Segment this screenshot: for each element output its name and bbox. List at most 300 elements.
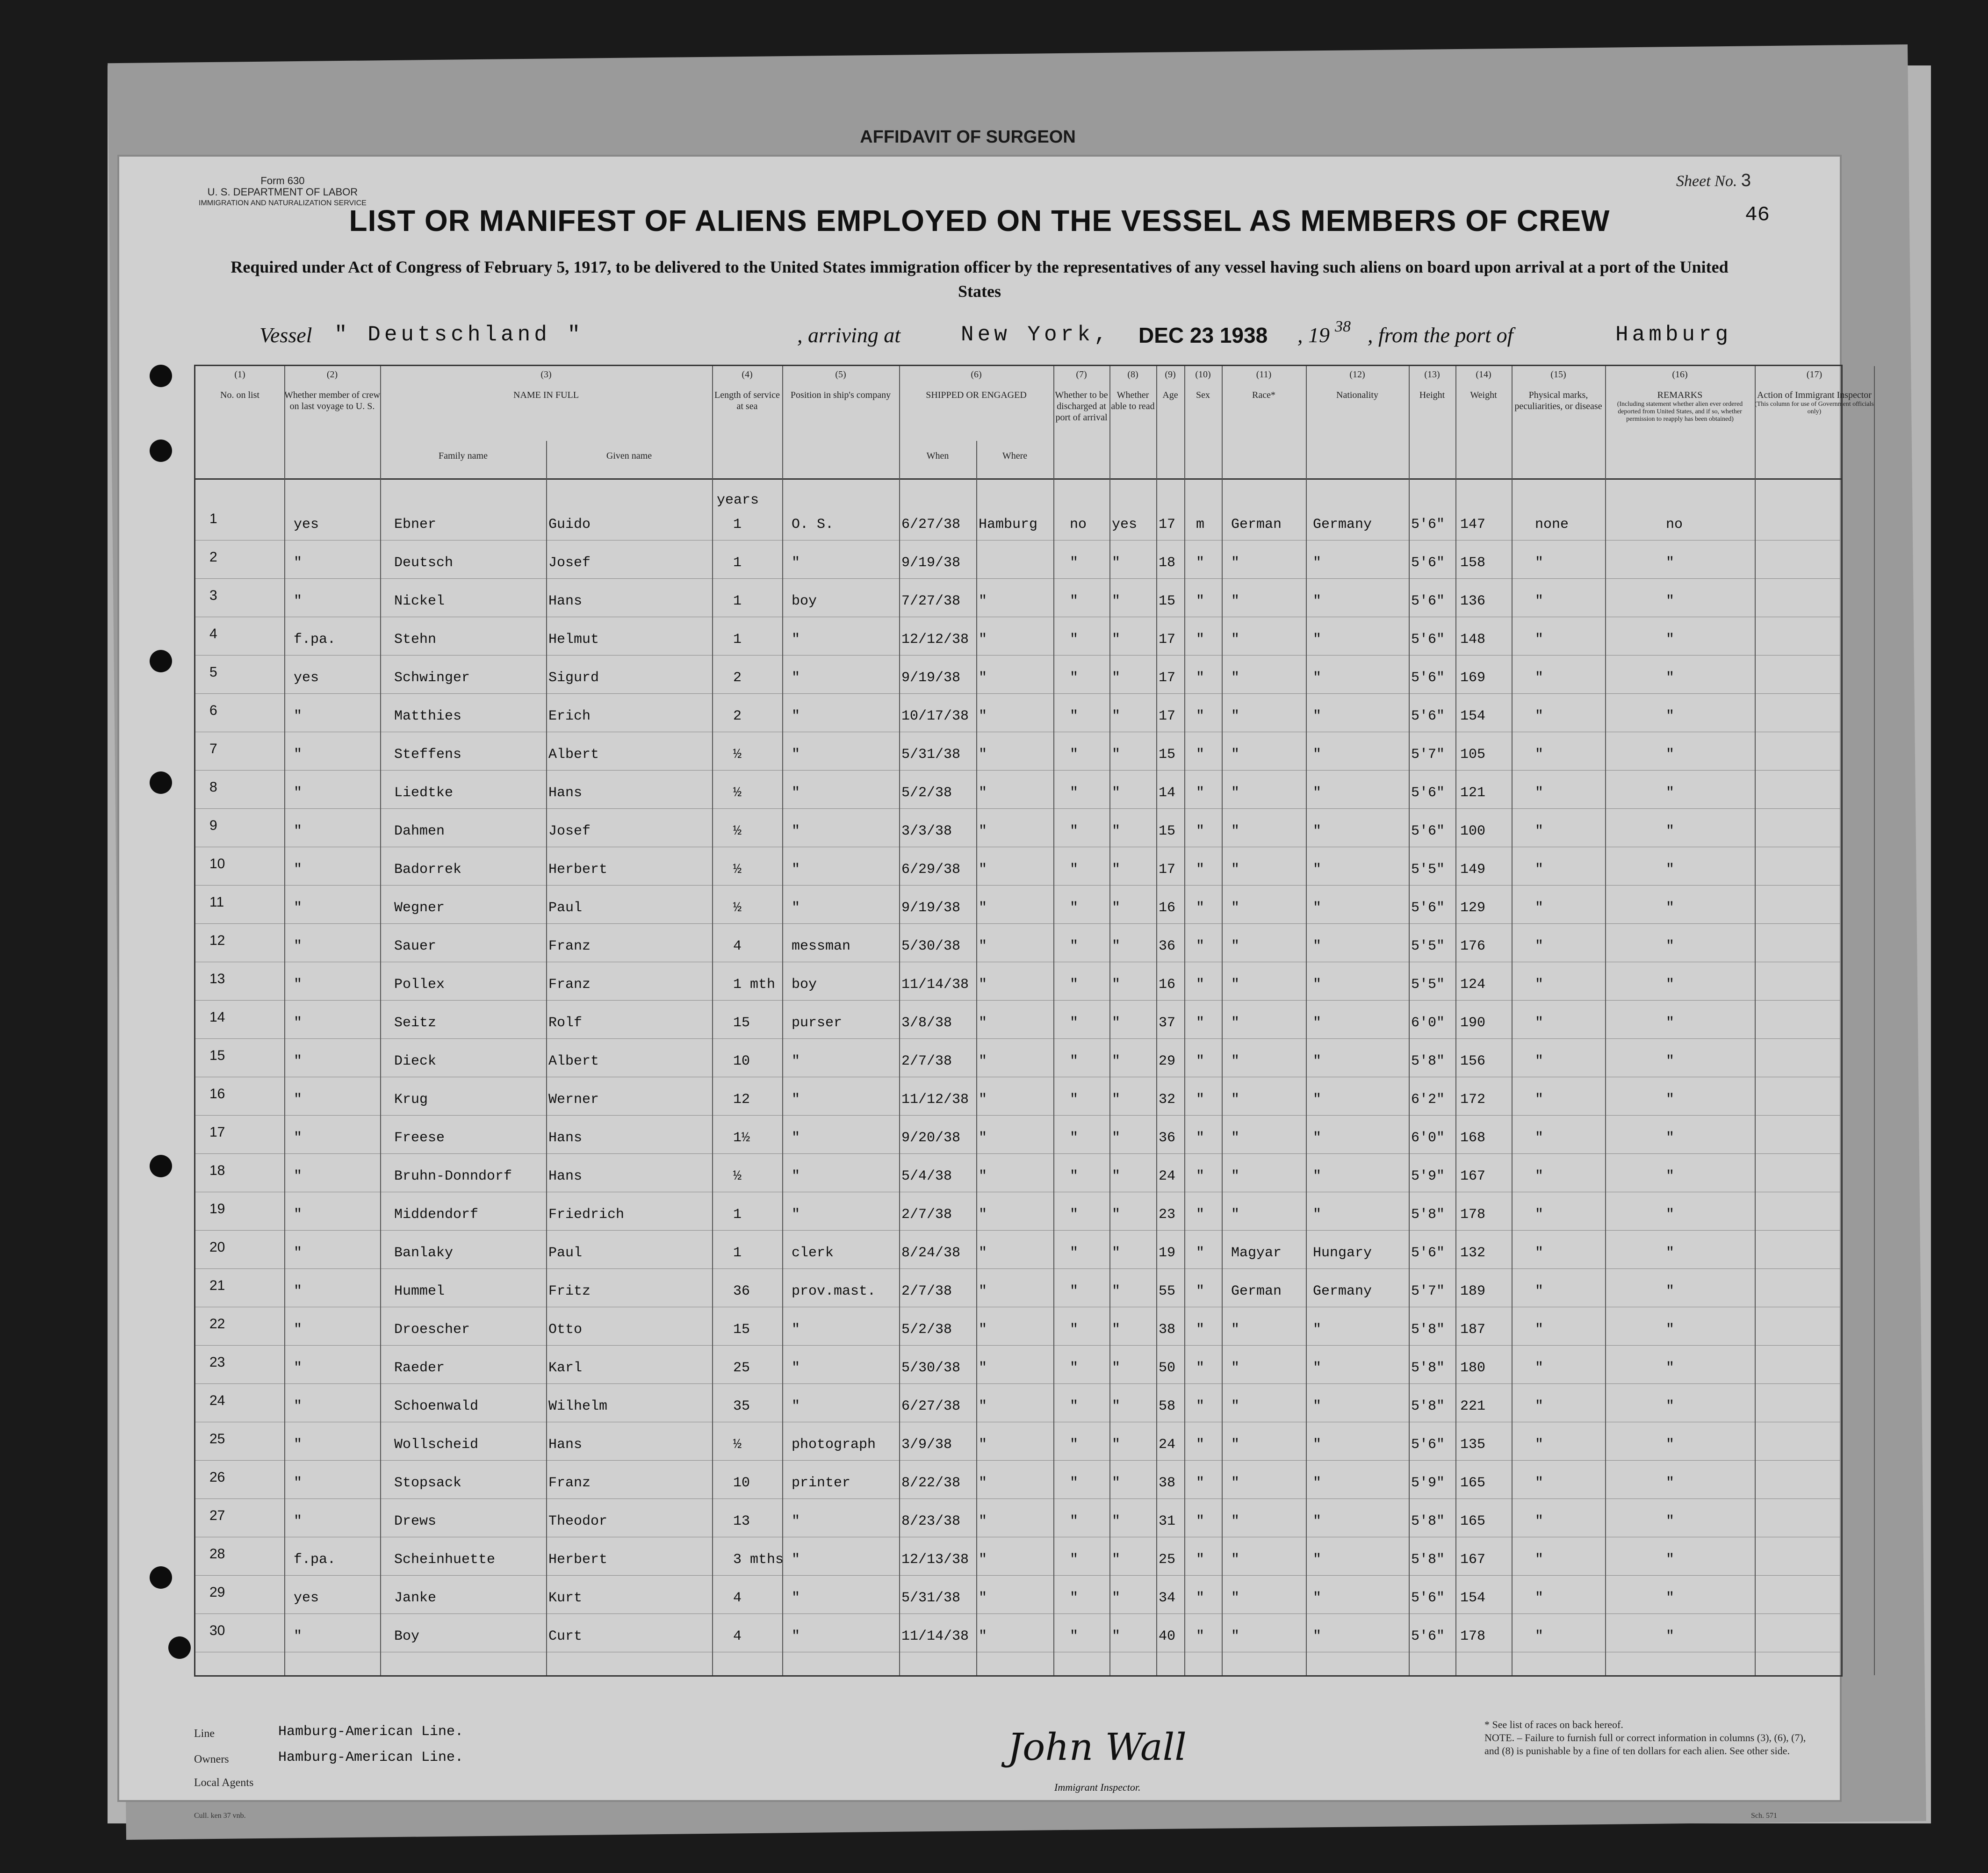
cell-service: 2: [733, 670, 742, 686]
cell-race: ": [1231, 708, 1240, 724]
cell-no: 4: [209, 626, 217, 641]
cell-remarks: ": [1666, 1398, 1675, 1414]
cell-service: 36: [733, 1283, 750, 1299]
cell-remarks: no: [1666, 517, 1683, 533]
sub-column-header: Where: [1002, 451, 1028, 461]
cell-height: 5'8": [1411, 1207, 1445, 1223]
cell-no: 3: [209, 588, 217, 603]
cell-age: 32: [1159, 1092, 1176, 1108]
cell-weight: 169: [1460, 670, 1486, 686]
cell-height: 5'6": [1411, 593, 1445, 609]
cell-sex: ": [1196, 785, 1205, 801]
cell-service: 1: [733, 1207, 742, 1223]
cell-remarks: ": [1666, 1207, 1675, 1223]
cell-discharged: ": [1070, 593, 1079, 609]
cell-discharged: ": [1070, 1513, 1079, 1529]
cell-read: ": [1112, 1053, 1121, 1069]
cell-position: ": [792, 1322, 800, 1338]
cell-height: 6'0": [1411, 1130, 1445, 1146]
cell-sex: ": [1196, 1513, 1205, 1529]
cell-given: Kurt: [548, 1590, 583, 1606]
cell-age: 40: [1159, 1628, 1176, 1644]
cell-discharged: ": [1070, 1398, 1079, 1414]
cell-nationality: ": [1313, 938, 1322, 954]
page-subtitle: Required under Act of Congress of February 5, 1917, to be delivered to the United States immigration officer by the representatives of any vessel having such aliens on board upon arrival at a port of the United States: [230, 258, 1729, 301]
cell-race: ": [1231, 1168, 1240, 1184]
cell-race: ": [1231, 862, 1240, 878]
cell-crew: yes: [294, 517, 319, 533]
arrival-port: New York,: [961, 323, 1111, 347]
cell-no: 5: [209, 664, 217, 680]
cell-family: Janke: [394, 1590, 437, 1606]
cell-remarks: ": [1666, 977, 1675, 993]
cell-crew: ": [294, 1015, 303, 1031]
footnotes: [1484, 1718, 1812, 1758]
cell-discharged: ": [1070, 1475, 1079, 1491]
cell-race: ": [1231, 1398, 1240, 1414]
cell-where: ": [979, 1552, 987, 1568]
cell-family: Bruhn-Donndorf: [394, 1168, 512, 1184]
cell-when: 8/24/38: [901, 1245, 961, 1261]
cell-service: 25: [733, 1360, 750, 1376]
cell-given: Werner: [548, 1092, 599, 1108]
cell-service: ½: [733, 823, 742, 839]
cell-height: 6'0": [1411, 1015, 1445, 1031]
column-divider: [1156, 366, 1185, 1675]
cell-discharged: ": [1070, 1092, 1079, 1108]
cell-age: 38: [1159, 1475, 1176, 1491]
cell-crew: ": [294, 593, 303, 609]
cell-marks: ": [1535, 977, 1544, 993]
cell-service: 10: [733, 1053, 750, 1069]
cell-no: 30: [209, 1623, 225, 1638]
cell-weight: 154: [1460, 708, 1486, 724]
cell-family: Nickel: [394, 593, 445, 609]
cell-remarks: ": [1666, 1360, 1675, 1376]
cell-family: Pollex: [394, 977, 445, 993]
from-port-label: , from the port of: [1368, 323, 1513, 347]
cell-discharged: ": [1070, 747, 1079, 763]
cell-position: ": [792, 670, 800, 686]
race-footnote: * See list of races on back hereof.: [1484, 1719, 1623, 1730]
cell-no: 21: [209, 1278, 225, 1293]
cell-nationality: ": [1313, 708, 1322, 724]
cell-age: 23: [1159, 1207, 1176, 1223]
cell-position: ": [792, 747, 800, 763]
cell-sex: ": [1196, 1398, 1205, 1414]
cell-read: ": [1112, 977, 1121, 993]
cell-remarks: ": [1666, 593, 1675, 609]
cell-race: ": [1231, 670, 1240, 686]
cell-where: ": [979, 1322, 987, 1338]
cell-height: 5'8": [1411, 1513, 1445, 1529]
cell-race: ": [1231, 1015, 1240, 1031]
cell-position: prov.mast.: [792, 1283, 876, 1299]
punch-hole: [150, 1155, 172, 1177]
cell-race: ": [1231, 1322, 1240, 1338]
cell-race: ": [1231, 1053, 1240, 1069]
cell-read: ": [1112, 555, 1121, 571]
cell-crew: f.pa.: [294, 1552, 336, 1568]
column-number: (1): [234, 369, 245, 380]
cell-weight: 165: [1460, 1513, 1486, 1529]
cell-marks: ": [1535, 708, 1544, 724]
cell-when: 5/2/38: [901, 1322, 952, 1338]
cell-family: Wollscheid: [394, 1437, 479, 1453]
cell-family: Liedtke: [394, 785, 454, 801]
cell-weight: 221: [1460, 1398, 1486, 1414]
cell-weight: 180: [1460, 1360, 1486, 1376]
cell-weight: 187: [1460, 1322, 1486, 1338]
cell-discharged: ": [1070, 900, 1079, 916]
cell-age: 36: [1159, 938, 1176, 954]
column-divider: [1109, 366, 1157, 1675]
cell-weight: 156: [1460, 1053, 1486, 1069]
cell-discharged: no: [1070, 517, 1087, 533]
cell-discharged: ": [1070, 1552, 1079, 1568]
cell-weight: 154: [1460, 1590, 1486, 1606]
cell-nationality: ": [1313, 1513, 1322, 1529]
column-number: (9): [1165, 369, 1176, 380]
cell-when: 3/8/38: [901, 1015, 952, 1031]
cell-weight: 158: [1460, 555, 1486, 571]
cell-sex: ": [1196, 1245, 1205, 1261]
cell-height: 5'6": [1411, 785, 1445, 801]
cell-discharged: ": [1070, 632, 1079, 648]
cell-sex: ": [1196, 670, 1205, 686]
cell-race: ": [1231, 632, 1240, 648]
cell-age: 16: [1159, 900, 1176, 916]
cell-position: ": [792, 1130, 800, 1146]
cell-position: messman: [792, 938, 851, 954]
cell-when: 12/13/38: [901, 1552, 969, 1568]
cell-age: 50: [1159, 1360, 1176, 1376]
cell-where: ": [979, 1168, 987, 1184]
cell-read: ": [1112, 1130, 1121, 1146]
cell-position: ": [792, 1168, 800, 1184]
cell-age: 17: [1159, 632, 1176, 648]
cell-given: Herbert: [548, 862, 608, 878]
cell-sex: ": [1196, 1552, 1205, 1568]
cell-given: Paul: [548, 900, 583, 916]
cell-nationality: Hungary: [1313, 1245, 1372, 1261]
cell-read: ": [1112, 1092, 1121, 1108]
cell-crew: ": [294, 1437, 303, 1453]
cell-crew: ": [294, 823, 303, 839]
cell-given: Friedrich: [548, 1207, 625, 1223]
cell-no: 26: [209, 1470, 225, 1485]
cell-where: ": [979, 747, 987, 763]
cell-service: ½: [733, 862, 742, 878]
cell-read: ": [1112, 632, 1121, 648]
schedule-number: Sch. 571: [1751, 1812, 1777, 1820]
cell-marks: ": [1535, 1398, 1544, 1414]
column-label: Action of Immigrant Inspector: [1757, 390, 1872, 400]
column-divider: [1184, 366, 1223, 1675]
cell-when: 5/31/38: [901, 747, 961, 763]
column-number: (3): [540, 369, 552, 380]
column-divider: [1222, 366, 1307, 1675]
cell-no: 18: [209, 1163, 225, 1178]
cell-family: Dieck: [394, 1053, 437, 1069]
cell-crew: ": [294, 1283, 303, 1299]
cell-crew: ": [294, 747, 303, 763]
cell-nationality: ": [1313, 1475, 1322, 1491]
cell-remarks: ": [1666, 1475, 1675, 1491]
cell-family: Ebner: [394, 517, 437, 533]
cell-weight: 178: [1460, 1207, 1486, 1223]
sub-column-header: When: [926, 451, 949, 461]
cell-service: 1: [733, 632, 742, 648]
cell-crew: ": [294, 1513, 303, 1529]
vessel-label: Vessel: [259, 323, 312, 347]
cell-weight: 190: [1460, 1015, 1486, 1031]
cell-height: 5'6": [1411, 708, 1445, 724]
cell-race: ": [1231, 900, 1240, 916]
cell-crew: ": [294, 1168, 303, 1184]
cell-remarks: ": [1666, 747, 1675, 763]
cell-service: 4: [733, 1628, 742, 1644]
cell-marks: ": [1535, 1130, 1544, 1146]
cell-sex: ": [1196, 1207, 1205, 1223]
cell-no: 8: [209, 779, 217, 795]
cell-nationality: ": [1313, 1628, 1322, 1644]
department-label: U. S. DEPARTMENT OF LABOR: [207, 186, 358, 198]
cell-no: 13: [209, 971, 225, 987]
cell-where: ": [979, 1207, 987, 1223]
punch-hole: [150, 771, 172, 794]
cell-no: 12: [209, 933, 225, 948]
cell-weight: 124: [1460, 977, 1486, 993]
cell-marks: ": [1535, 1053, 1544, 1069]
cell-height: 5'8": [1411, 1322, 1445, 1338]
cell-nationality: ": [1313, 632, 1322, 648]
cell-crew: ": [294, 1130, 303, 1146]
cell-where: ": [979, 900, 987, 916]
cell-height: 5'6": [1411, 900, 1445, 916]
cell-position: photograph: [792, 1437, 876, 1453]
cell-weight: 168: [1460, 1130, 1486, 1146]
cell-when: 5/30/38: [901, 1360, 961, 1376]
cell-marks: ": [1535, 1360, 1544, 1376]
cell-sex: ": [1196, 823, 1205, 839]
punch-hole: [150, 365, 172, 387]
column-label: Race*: [1252, 390, 1275, 400]
cell-race: ": [1231, 823, 1240, 839]
cell-age: 34: [1159, 1590, 1176, 1606]
cell-service: 35: [733, 1398, 750, 1414]
cell-family: Stehn: [394, 632, 437, 648]
cell-race: ": [1231, 1513, 1240, 1529]
cell-no: 17: [209, 1124, 225, 1140]
cell-sex: ": [1196, 1283, 1205, 1299]
cell-discharged: ": [1070, 708, 1079, 724]
cell-sex: m: [1196, 517, 1205, 533]
cell-given: Hans: [548, 593, 583, 609]
cell-read: ": [1112, 938, 1121, 954]
cell-remarks: ": [1666, 670, 1675, 686]
column-label: Length of service at sea: [714, 390, 780, 411]
cell-read: ": [1112, 1168, 1121, 1184]
cell-where: ": [979, 1283, 987, 1299]
cell-marks: ": [1535, 1475, 1544, 1491]
arriving-label: , arriving at: [797, 323, 901, 347]
cell-age: 18: [1159, 555, 1176, 571]
cell-read: ": [1112, 1283, 1121, 1299]
cell-where: Hamburg: [979, 517, 1038, 533]
cell-service: ½: [733, 900, 742, 916]
cell-weight: 149: [1460, 862, 1486, 878]
cell-family: Hummel: [394, 1283, 445, 1299]
cell-no: 20: [209, 1239, 225, 1255]
cell-marks: ": [1535, 1513, 1544, 1529]
cell-when: 7/27/38: [901, 593, 961, 609]
cell-when: 3/3/38: [901, 823, 952, 839]
cell-where: ": [979, 785, 987, 801]
column-label: No. on list: [220, 390, 259, 400]
cell-age: 55: [1159, 1283, 1176, 1299]
cell-discharged: ": [1070, 670, 1079, 686]
cell-given: Albert: [548, 1053, 599, 1069]
cell-no: 11: [209, 894, 224, 910]
cell-family: Drews: [394, 1513, 437, 1529]
line-label: Line: [194, 1728, 215, 1740]
cell-discharged: ": [1070, 1590, 1079, 1606]
cell-marks: ": [1535, 1283, 1544, 1299]
cell-age: 36: [1159, 1130, 1176, 1146]
cell-family: Matthies: [394, 708, 462, 724]
cell-where: ": [979, 708, 987, 724]
cell-race: German: [1231, 1283, 1282, 1299]
cell-discharged: ": [1070, 1130, 1079, 1146]
cell-family: Wegner: [394, 900, 445, 916]
cell-marks: ": [1535, 1322, 1544, 1338]
cell-nationality: ": [1313, 977, 1322, 993]
cell-marks: ": [1535, 900, 1544, 916]
cell-sex: ": [1196, 632, 1205, 648]
cell-marks: ": [1535, 862, 1544, 878]
cell-weight: 167: [1460, 1168, 1486, 1184]
cell-read: ": [1112, 823, 1121, 839]
cell-given: Albert: [548, 747, 599, 763]
column-divider: [1306, 366, 1410, 1675]
column-number: (7): [1076, 369, 1087, 380]
cell-height: 5'6": [1411, 670, 1445, 686]
column-number: (2): [326, 369, 338, 380]
column-divider: [1605, 366, 1756, 1675]
cell-age: 19: [1159, 1245, 1176, 1261]
cell-service: 3 mths: [733, 1552, 784, 1568]
sub-column-header: Given name: [606, 451, 652, 461]
cell-discharged: ": [1070, 785, 1079, 801]
cell-marks: ": [1535, 1207, 1544, 1223]
cell-read: ": [1112, 670, 1121, 686]
cell-when: 5/30/38: [901, 938, 961, 954]
cell-race: ": [1231, 1437, 1240, 1453]
cell-weight: 147: [1460, 517, 1486, 533]
cell-crew: ": [294, 708, 303, 724]
column-divider: [1755, 366, 1875, 1675]
column-label: Whether able to read: [1111, 390, 1155, 411]
cell-position: ": [792, 785, 800, 801]
cell-when: 11/14/38: [901, 1628, 969, 1644]
cell-position: ": [792, 1053, 800, 1069]
cell-age: 14: [1159, 785, 1176, 801]
cell-when: 8/23/38: [901, 1513, 961, 1529]
cell-given: Helmut: [548, 632, 599, 648]
cell-weight: 132: [1460, 1245, 1486, 1261]
cell-service: 1: [733, 593, 742, 609]
cell-marks: ": [1535, 785, 1544, 801]
cell-read: ": [1112, 785, 1121, 801]
column-number: (6): [971, 369, 982, 380]
cell-remarks: ": [1666, 708, 1675, 724]
cell-remarks: ": [1666, 785, 1675, 801]
cell-remarks: ": [1666, 1552, 1675, 1568]
cell-sex: ": [1196, 593, 1205, 609]
cell-crew: ": [294, 900, 303, 916]
cell-position: ": [792, 632, 800, 648]
cell-family: Raeder: [394, 1360, 445, 1376]
cell-age: 58: [1159, 1398, 1176, 1414]
cell-read: ": [1112, 1398, 1121, 1414]
cell-position: O. S.: [792, 517, 834, 533]
cell-remarks: ": [1666, 900, 1675, 916]
cell-given: Hans: [548, 1437, 583, 1453]
cell-crew: ": [294, 977, 303, 993]
cell-position: ": [792, 1207, 800, 1223]
cell-sex: ": [1196, 1628, 1205, 1644]
cell-marks: ": [1535, 823, 1544, 839]
cell-family: Droescher: [394, 1322, 470, 1338]
cell-read: ": [1112, 1475, 1121, 1491]
cell-where: ": [979, 862, 987, 878]
cell-remarks: ": [1666, 1322, 1675, 1338]
cell-crew: ": [294, 1475, 303, 1491]
cell-read: ": [1112, 862, 1121, 878]
cell-crew: ": [294, 938, 303, 954]
cell-when: 2/7/38: [901, 1283, 952, 1299]
cell-nationality: ": [1313, 555, 1322, 571]
cell-remarks: ": [1666, 1168, 1675, 1184]
cell-given: Erich: [548, 708, 591, 724]
cell-given: Paul: [548, 1245, 583, 1261]
column-label: Whether to be discharged at port of arrival: [1055, 390, 1108, 423]
cell-where: ": [979, 938, 987, 954]
cell-no: 25: [209, 1431, 225, 1447]
column-number: (17): [1806, 369, 1822, 380]
cell-where: ": [979, 1360, 987, 1376]
cell-family: Banlaky: [394, 1245, 454, 1261]
cell-weight: 136: [1460, 593, 1486, 609]
cell-nationality: ": [1313, 1092, 1322, 1108]
cell-crew: ": [294, 1245, 303, 1261]
cell-position: ": [792, 555, 800, 571]
cell-marks: ": [1535, 1092, 1544, 1108]
cell-sex: ": [1196, 1130, 1205, 1146]
cell-height: 5'5": [1411, 977, 1445, 993]
cell-discharged: ": [1070, 1322, 1079, 1338]
cell-sex: ": [1196, 1590, 1205, 1606]
column-label: SHIPPED OR ENGAGED: [926, 390, 1027, 400]
cell-position: clerk: [792, 1245, 834, 1261]
service-label: IMMIGRATION AND NATURALIZATION SERVICE: [199, 199, 367, 207]
cell-no: 27: [209, 1508, 225, 1523]
cell-position: ": [792, 708, 800, 724]
cell-remarks: ": [1666, 938, 1675, 954]
cell-read: ": [1112, 1552, 1121, 1568]
cell-remarks: ": [1666, 1283, 1675, 1299]
